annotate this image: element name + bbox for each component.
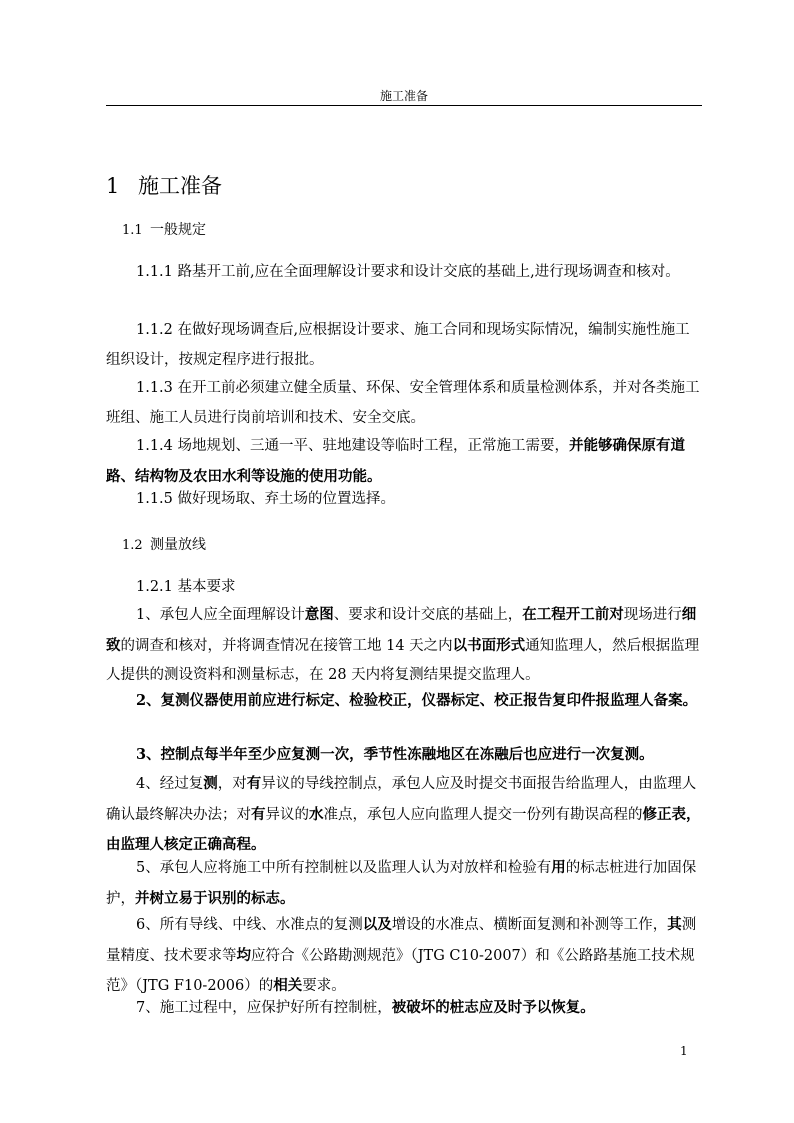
section-title: 测量放线 <box>150 537 206 553</box>
bold-run: 细致 <box>106 606 697 654</box>
list-item-6 <box>106 910 702 1002</box>
chapter-heading <box>106 171 222 201</box>
chapter-title: 施工准备 <box>138 174 222 198</box>
text-run: 异议的 <box>265 806 309 823</box>
text-run: 异议的导线控制点，承包人应及时提交书面报告给监理人，由监理人确认最终解决办法；对 <box>106 776 697 823</box>
bold-run: 相关 <box>273 977 303 994</box>
section-title: 一般规定 <box>150 222 206 238</box>
bold-run: 修正表，由监理人核定正确高程。 <box>106 805 701 853</box>
bold-run: 有 <box>251 805 266 823</box>
bold-run: 意图 <box>304 606 334 623</box>
text-run: 现场进行 <box>623 607 682 623</box>
bold-run: 被破坏的桩志应及时予以恢复。 <box>391 999 595 1016</box>
bold-run: 3、控制点每半年至少应复测一次，季节性冻融地区在冻融后也应进行一次复测。 <box>136 746 654 763</box>
paragraph-1-1-5: 1.1.5 做好现场取、弃土场的位置选择。 <box>136 491 396 507</box>
list-item-1 <box>106 600 702 691</box>
list-item-3 <box>106 740 702 771</box>
text-run: 4、经过复 <box>136 776 204 792</box>
paragraph-1-1-3: 1.1.3 在开工前必须建立健全质量、环保、安全管理体系和质量检测体系，并对各类施工班组、施工人员进行岗前培训和技术、安全交底。 <box>106 380 700 426</box>
paragraph-1-1-4 <box>106 431 702 492</box>
text-run: 7、施工过程中，应保护好所有控制桩， <box>136 1000 392 1016</box>
bold-run: 2、复测仪器使用前应进行标定、检验校正，仪器标定、校正报告复印件报监理人备案。 <box>136 692 698 709</box>
text-run: 1.1.4 场地规划、三通一平、驻地建设等临时工程，正常施工需要， <box>136 438 570 454</box>
paragraph-1-2-1: 1.2.1 基本要求 <box>136 579 236 595</box>
list-item-7 <box>106 993 702 1024</box>
running-header: 施工准备 <box>379 89 428 103</box>
text-run: 5、承包人应将施工中所有控制桩以及监理人认为对放样和检验有 <box>136 860 552 876</box>
paragraph-1-1-2: 1.1.2 在做好现场调查后,应根据设计要求、施工合同和现场实际情况，编制实施性施工组织设计，按规定程序进行报批。 <box>106 322 690 368</box>
text-run: 通知监理人，然后根据监理人提供的测设资料和测量标志，在 28 天内将复测结果提交监理人。 <box>106 637 700 683</box>
section-heading-1-1 <box>122 219 206 242</box>
bold-run: 用 <box>551 859 566 876</box>
text-run: 的调查和核对，并将调查情况在接管工地 14 天之内 <box>120 637 453 654</box>
bold-run: 并树立易于识别的标志。 <box>135 889 295 907</box>
bold-run: 在工程开工前对 <box>522 606 624 623</box>
bold-run: 并能够确保原有道路、结构物及农田水利等设施的使用功能。 <box>106 437 686 485</box>
bold-run: 以及 <box>362 916 392 933</box>
text-run: 、要求和设计交底的基础上， <box>333 607 523 623</box>
text-run: 6、所有导线、中线、水准点的复测 <box>136 917 363 933</box>
text-run: 准点，承包人应向监理人提交一份列有勘误高程的 <box>323 806 643 823</box>
bold-run: 其 <box>667 916 682 933</box>
section-number: 1.1 <box>122 223 143 238</box>
bold-run: 有 <box>246 775 262 792</box>
text-run: ，对 <box>217 776 247 792</box>
header-rule <box>106 105 702 106</box>
list-item-5 <box>106 853 702 914</box>
text-run: 增设的水准点、横断面复测和补测等工作， <box>391 917 668 933</box>
bold-run: 以书面形式 <box>452 636 526 654</box>
list-item-4 <box>106 769 702 861</box>
page-number: 1 <box>680 1044 688 1058</box>
chapter-number: 1 <box>106 174 120 198</box>
bold-run: 均 <box>236 946 251 964</box>
text-run: 的标志桩进行加固保护， <box>106 860 697 907</box>
text-run: 测量精度、技术要求等 <box>106 917 697 964</box>
bold-run: 测 <box>203 775 218 792</box>
bold-run: 水 <box>309 805 324 823</box>
text-run: 要求。 <box>302 978 346 994</box>
text-run: 1、承包人应全面理解设计 <box>136 607 305 623</box>
paragraph-1-1-1: 1.1.1 路基开工前,应在全面理解设计要求和设计交底的基础上,进行现场调查和核对。 <box>136 264 680 280</box>
text-run: 应符合《公路勘测规范》（JTG C10-2007）和《公路路基施工技术规范》（JTG F10-2006）的 <box>106 947 695 994</box>
section-heading-1-2 <box>122 534 206 557</box>
section-number: 1.2 <box>122 538 143 553</box>
list-item-2 <box>106 686 702 717</box>
